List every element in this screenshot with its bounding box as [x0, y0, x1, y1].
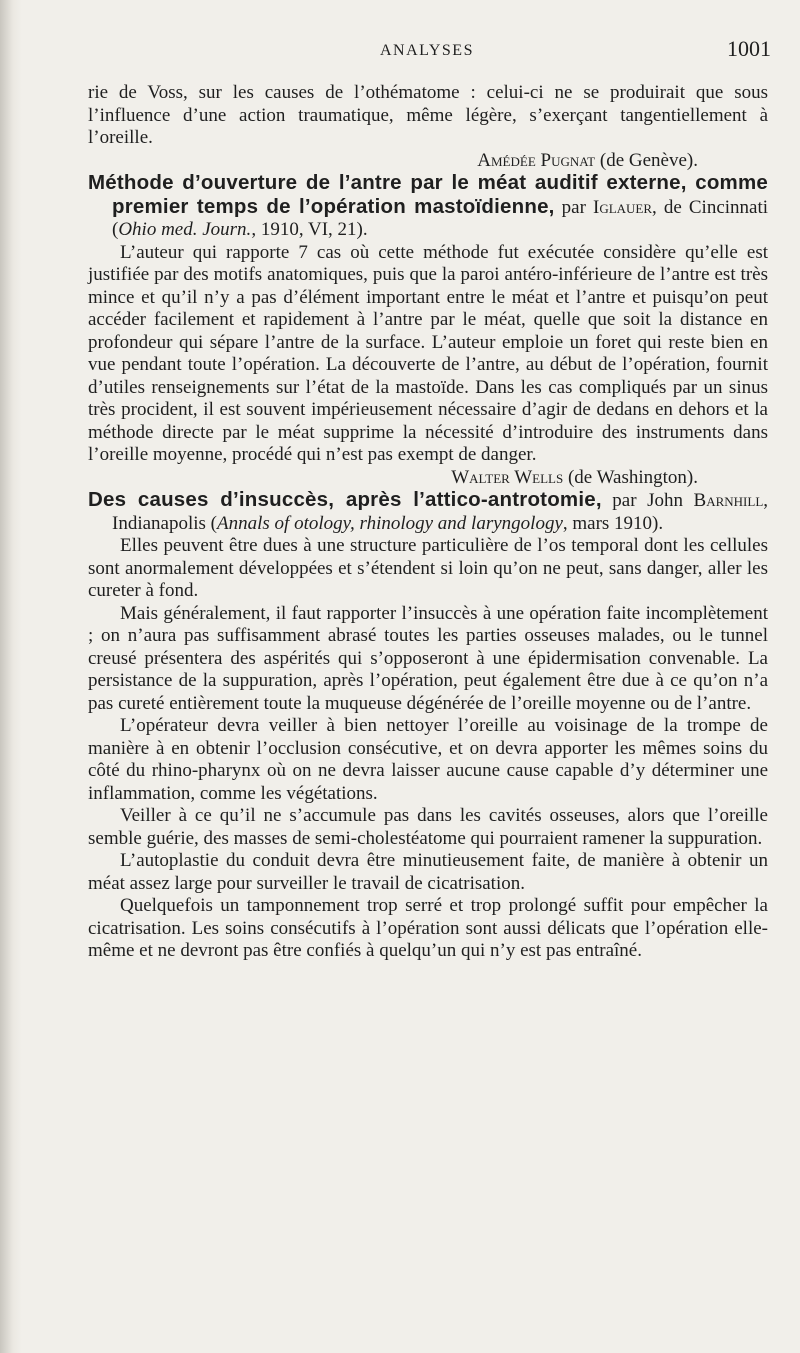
running-head-title: ANALYSES — [380, 42, 474, 59]
article-1-title: Méthode d’ouverture de l’antre par le méat auditif externe, comme premier temps de l’opération mastoïdienne, — [88, 171, 768, 218]
article-1-author: Iglauer — [593, 196, 653, 218]
article-2-paragraph: Elles peuvent être dues à une structure particulière de l’os temporal dont les cellules sont anormalement développées et s’étendent si loin qu’on ne peut, sans danger, aller les cureter à fond. — [88, 535, 768, 601]
article-1-signature-name: Walter Wells — [451, 466, 564, 488]
article-1 — [88, 172, 768, 489]
article-2-affiliation: , Indianapolis ( — [112, 490, 769, 534]
article-2-author-first: John — [647, 490, 683, 511]
intro-signature-place: (de Genève). — [599, 149, 698, 171]
intro-paragraph: rie de Voss, sur les causes de l’othématome : celui-ci ne se produirait que sous l’influence d’une action traumatique, même légère, s’exerçant tangentiellement à l’oreille. — [88, 82, 768, 148]
page-number: 1001 — [727, 36, 771, 61]
page-edge-shadow — [0, 0, 22, 1353]
running-head — [0, 36, 800, 66]
article-2-citation: , mars 1910). — [562, 512, 664, 534]
intro-signature — [88, 150, 768, 173]
article-2-journal: Annals of otology, rhinology and laryngology — [217, 512, 563, 534]
article-1-heading — [88, 172, 768, 242]
article-2-author: Barnhill — [693, 490, 764, 511]
article-1-body: L’auteur qui rapporte 7 cas où cette méthode fut exécutée considère qu’elle est justifiée par des motifs anatomiques, puis que la paroi antéro-inférieure de l’antre est très mince et qu’il n’y a pas d’élément important entre le méat et l’antre et puisqu’on peut accéder facilement et rapidement à l’antre par le méat, quelle que soit la distance en profondeur qui sépare l’antre de la surface. L’auteur emploie un foret qui reste bien en vue pendant toute l’opération. La découverte de l’antre, au début de l’opération, fournit d’utiles renseignements sur l’état de la mastoïde. Dans les cas compliqués par un sinus très procident, il est souvent impérieusement nécessaire d’agir de dedans en dehors et la méthode directe par le méat supprime la nécessité d’introduire des instruments dans l’oreille moyenne, procédé qui n’est pas exempt de danger. — [88, 241, 768, 465]
article-1-by: par — [561, 196, 586, 218]
article-1-signature-place: (de Washington). — [567, 466, 698, 488]
article-1-citation: , 1910, VI, 21). — [251, 219, 368, 240]
article-2-paragraph: Veiller à ce qu’il ne s’accumule pas dans les cavités osseuses, alors que l’oreille semble guérie, des masses de semi-cholestéatome qui pourraient ramener la suppuration. — [88, 805, 768, 849]
article-2-paragraph: Quelquefois un tamponnement trop serré et trop prolongé suffit pour empêcher la cicatrisation. Les soins consécutifs à l’opération sont aussi délicats que l’opération elle-même et ne devront pas être confiés à quelqu’un qui n’y est pas entraîné. — [88, 895, 768, 961]
article-1-affiliation: , de Cincinnati ( — [112, 196, 769, 240]
article-2-heading — [88, 489, 768, 535]
article-2-title: Des causes d’insuccès, après l’attico-antrotomie, — [88, 488, 602, 511]
article-2-by: par — [612, 490, 637, 511]
article-2 — [88, 489, 768, 963]
article-1-signature — [88, 467, 768, 490]
article-1-journal: Ohio med. Journ. — [118, 219, 252, 240]
body-text — [88, 82, 768, 963]
intro-signature-name: Amédée Pugnat — [477, 149, 596, 171]
article-2-paragraph: Mais généralement, il faut rapporter l’insuccès à une opération faite incomplètement ; on n’aura pas suffisamment abrasé toutes les parties osseuses malades, ou le tunnel creusé présentera des aspérités qui s’opposeront à une épidermisation convenable. La persistance de la suppuration, après l’opération, peut également être due à ce qu’on n’a pas cureté entièrement toute la muqueuse dégénérée de l’oreille moyenne ou de l’antre. — [88, 602, 768, 714]
article-2-paragraph: L’autoplastie du conduit devra être minutieusement faite, de manière à obtenir un méat assez large pour surveiller le travail de cicatrisation. — [88, 850, 768, 894]
article-2-paragraph: L’opérateur devra veiller à bien nettoyer l’oreille au voisinage de la trompe de manière à en obtenir l’occlusion consécutive, et on devra apporter les mêmes soins du côté du rhino-pharynx où on ne devra laisser aucune cause capable d’y déterminer une inflammation, comme les végétations. — [88, 715, 768, 804]
